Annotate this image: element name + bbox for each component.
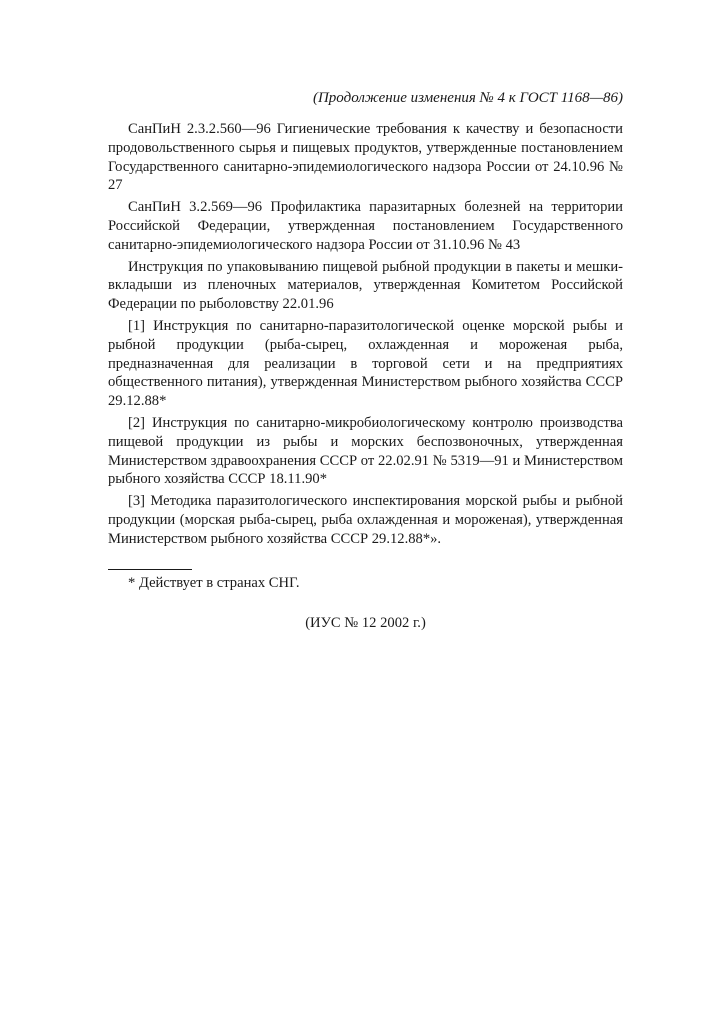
reference-entry-sanpin-569: СанПиН 3.2.569—96 Профилактика паразитарных болезней на территории Российской Федерации, утвержденная постановлением Государственного санитарно-эпидемиологического надзора России от 31.10.96 № 43: [108, 199, 623, 253]
ius-reference: (ИУС № 12 2002 г.): [305, 615, 426, 632]
reference-entry-sanpin-560: СанПиН 2.3.2.560—96 Гигиенические требования к качеству и безопасности продовольственного сырья и пищевых продуктов, утвержденные постановлением Государственного санитарно-эпидемиологического надзора России от 24.10.96 № 27: [108, 121, 623, 194]
document-page: [108, 88, 623, 648]
continuation-header: (Продолжение изменения № 4 к ГОСТ 1168—86): [312, 90, 623, 106]
reference-entry-2: [2] Инструкция по санитарно-микробиологическому контролю производства пищевой продукции из рыбы и морских беспозвоночных, утвержденная Министерством здравоохранения СССР от 22.02.91 № 5319—91 и Министерством рыбного хозяйства СССР 18.11.90*: [108, 414, 623, 488]
footnote: * Действует в странах СНГ.: [128, 574, 300, 591]
footnote-divider: [108, 569, 192, 570]
reference-entry-packaging-instruction: Инструкция по упаковыванию пищевой рыбной продукции в пакеты и мешки-вкладыши из пленочных материалов, утвержденная Комитетом Российской Федерации по рыболовству 22.01.96: [108, 258, 623, 313]
reference-entry-1: [1] Инструкция по санитарно-паразитологической оценке морской рыбы и рыбной продукции (рыба-сырец, охлажденная и мороженая рыба, предназначенная для реализации в торговой сети и на предприятиях общественного питания), утвержденная Министерством рыбного хозяйства СССР 29.12.88*: [108, 317, 623, 410]
reference-entry-3: [3] Методика паразитологического инспектирования морской рыбы и рыбной продукции (морская рыба-сырец, рыба охлажденная и мороженая), утвержденная Министерством рыбного хозяйства СССР 29.12.88*».: [108, 493, 623, 547]
